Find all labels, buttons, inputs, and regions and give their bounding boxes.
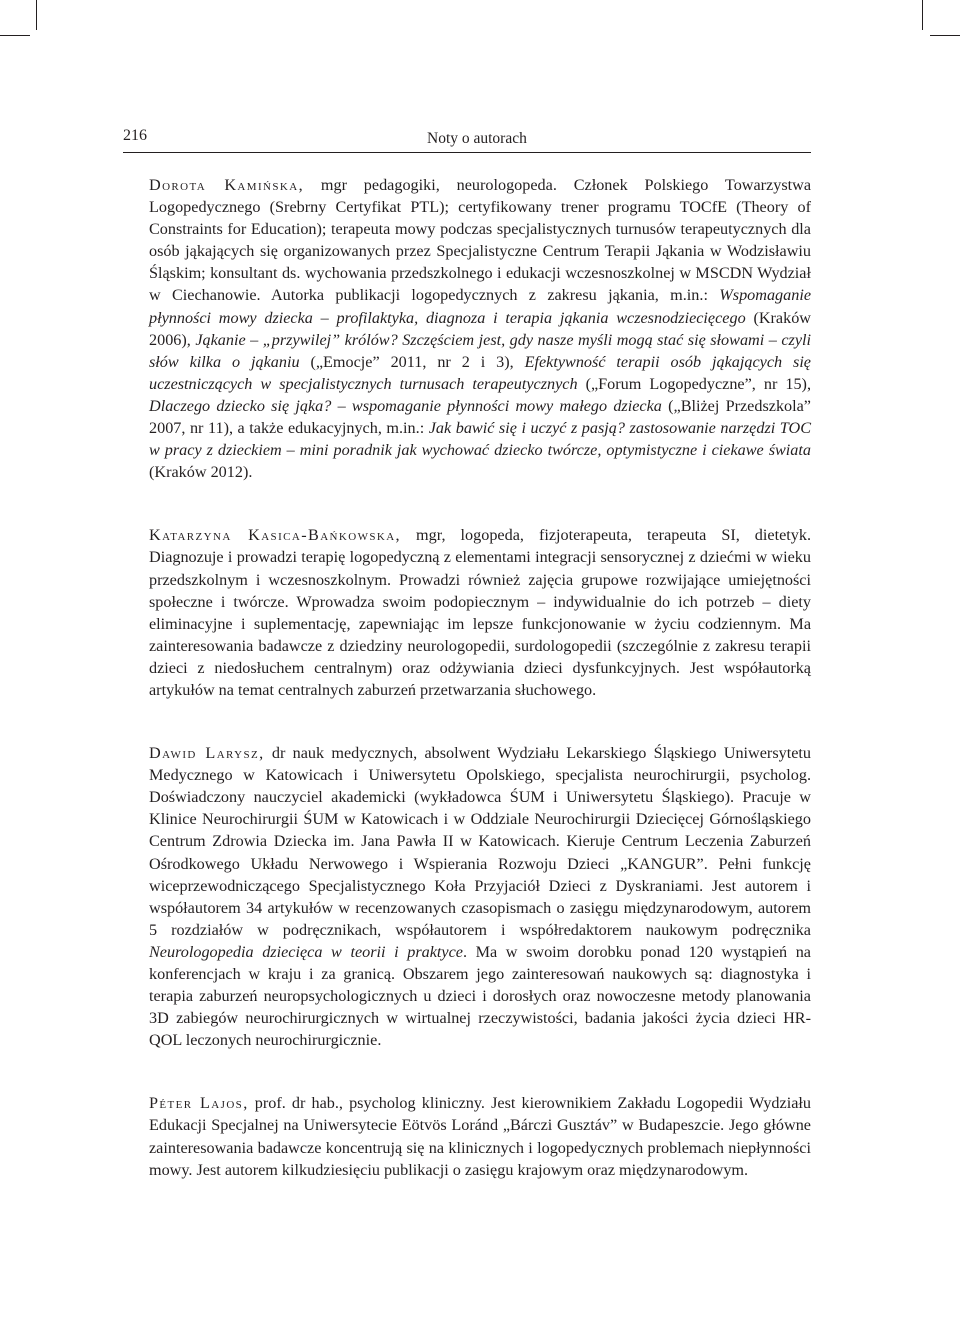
italic-title-text: Jąkanie – „przywilej” królów? Szczęściem jest, gdy nasze myśli mogą stać się słowami – czyli słów kilka o jąkaniu — [149, 330, 812, 371]
author-entry-kasica-bankowska — [149, 524, 811, 701]
italic-title-text: Dlaczego dziecko się jąka? – wspomaganie płynności mowy małego dziecka — [149, 396, 662, 415]
italic-title-text: Efektywność terapii osób jąkających się uczestniczących w specjalistycznych turnusach terapeutycznych — [149, 352, 811, 393]
bio-text: mgr pedagogiki, neurologopeda. Członek Polskiego Towarzystwa Logopedycznego (Srebrny Certyfikat PTL); certyfikowany trener programu TOCfE (Theory of Constraints for Education); terapeuta mowy podczas specjalistycznych turnusów terapeutycznych dla osób jąkających się organizowanych przez Specjalistyczne Centrum Terapii Jąkania w Wodzisławiu Śląskim; konsultant ds. wychowania przedszkolnego i edukacji wczesnoszkolnej w MSCDN Wydział w Ciechanowie. Autorka publikacji logopedycznych z zakresu jąkania, m.in.: — [149, 176, 811, 305]
running-header — [123, 127, 811, 153]
italic-title-text: Wspomaganie płynności mowy dziecka – profilaktyka, diagnoza i terapia jąkania wczesnodziecięcego — [149, 286, 811, 327]
bio-text: prof. dr hab., psycholog kliniczny. Jest kierownikiem Zakładu Logopedii Wydziału Edukacji Specjalnej na Uniwersytecie Eötvös Loránd „Bárczi Gusztáv” w Budapeszcie. Jego główne zainteresowania badawcze koncentrują się na klinicznych i logopedycznych problemach niepłynności mowy. Jest autorem kilkudziesięciu publikacji o zasięgu krajowym oraz międzynarodowym. — [149, 1094, 811, 1179]
italic-title-text: Jak bawić się i uczyć z pasją? zastosowanie narzędzi TOC w pracy z dzieckiem – mini poradnik jak wychować dziecko twórcze, optymistyczne i ciekawe świata — [149, 419, 811, 460]
bio-text: dr nauk medycznych, absolwent Wydziału Lekarskiego Śląskiego Uniwersytetu Medycznego w Katowicach i Uniwersytetu Opolskiego, specjalista neurochirurgii, psycholog. Doświadczony nauczyciel akademicki (wykładowca ŚUM i Uniwersytetu Śląskiego). Pracuje w Klinice Neurochirurgii ŚUM w Katowicach i w Oddziale Neurochirurgii Dziecięcej Górnośląskiego Centrum Zdrowia Dziecka im. Jana Pawła II w Katowicach. Kieruje Centrum Leczenia Zaburzeń Ośrodkowego Układu Nerwowego i Wspierania Rozwoju Dzieci „KANGUR”. Pełni funkcję wiceprzewodniczącego Specjalistycznego Koła Przyjaciół Dzieci z Dyskraniami. Jest autorem i współautorem 34 artykułów w recenzowanych czasopismach o zasięgu międzynarodowym, autorem 5 rozdziałów w podręcznikach, współautorem i współredaktorem naukowym podręcznika — [149, 744, 811, 939]
author-name: Péter Lajos, — [149, 1094, 249, 1113]
author-name: Dawid Larysz, — [149, 744, 265, 763]
crop-mark-right-horizontal — [930, 35, 960, 36]
crop-mark-left — [36, 0, 37, 30]
author-notes — [149, 174, 811, 1222]
author-name: Dorota Kamińska, — [149, 176, 305, 194]
running-title: Noty o autorach — [427, 130, 527, 147]
header-rule — [123, 152, 811, 153]
bio-text: („Forum Logopedyczne”, nr 15), — [577, 374, 811, 393]
author-entry-kaminska — [149, 174, 811, 483]
crop-mark-right — [922, 0, 923, 30]
bio-text: mgr, logopeda, fizjoterapeuta, terapeuta SI, dietetyk. Diagnozuje i prowadzi terapię logopedyczną z elementami integracji sensorycznej z dziećmi w wieku przedszkolnym i wczesnoszkolnym. Prowadzi również zajęcia grupowe rozwijające umiejętności społeczne i twórcze. Wprowadza swoim podopiecznym – indywidualnie do ich potrzeb – diety eliminacyjne i suplementację, zapewniając im lepsze funkcjonowanie w życiu codziennym. Ma zainteresowania badawcze z dziedziny neurologopedii, surdologopedii (szczególnie z zakresu terapii dzieci z niedosłuchem centralnym) oraz odżywiania dzieci dysfunkcyjnych. Jest współautorką artykułów na temat centralnych zaburzeń przetwarzania słuchowego. — [149, 526, 811, 699]
bio-text: („Bliżej Przedszkola” 2007, nr 11), a także edukacyjnych, m.in.: — [149, 396, 811, 438]
author-name: Katarzyna Kasica-Bańkowska, — [149, 526, 402, 545]
author-entry-lajos — [149, 1092, 811, 1180]
author-entry-larysz — [149, 742, 811, 1051]
italic-title-text: Neurologopedia dziecięca w teorii i praktyce — [149, 942, 463, 961]
bio-text: (Kraków 2006), — [149, 308, 811, 349]
bio-text: („Emocje” 2011, nr 2 i 3), — [299, 352, 525, 371]
bio-text: (Kraków 2012). — [149, 463, 253, 482]
bio-text: . Ma w swoim dorobku ponad 120 wystąpień na konferencjach w kraju i za granicą. Obszarem jego zainteresowań naukowych są: diagnostyka i terapia zaburzeń neuropsychologicznych u dzieci i dorosłych oraz nowoczesne metody planowania 3D zabiegów neurochirurgicznych w wirtualnej rzeczywistości, badania jakości życia dzieci HR-QOL leczonych neurochirurgicznie. — [149, 942, 811, 1050]
page-number: 216 — [123, 127, 147, 144]
crop-mark-left-horizontal — [0, 35, 30, 36]
